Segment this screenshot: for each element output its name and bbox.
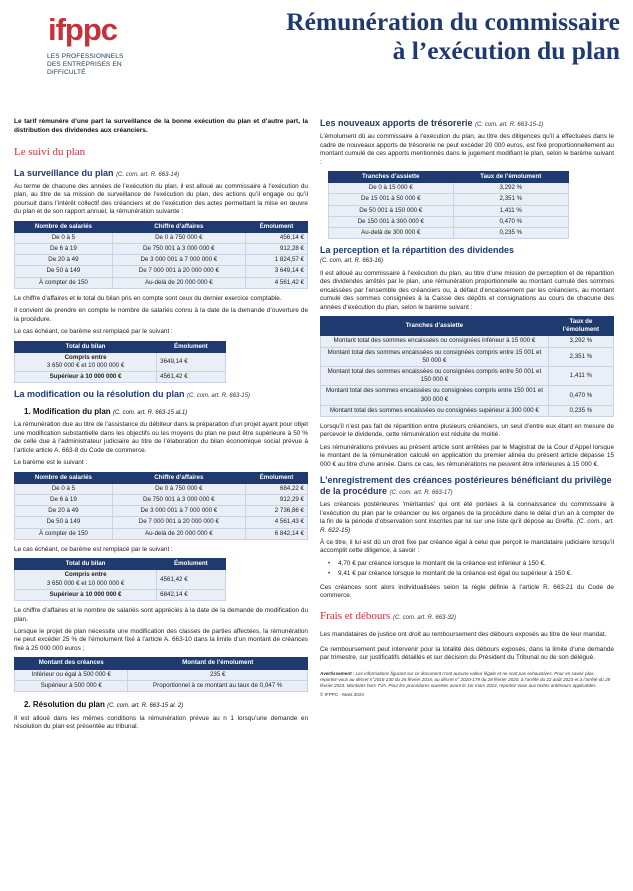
table-header: Nombre de salariés [15,472,113,483]
table-cell: De 15 001 à 50 000 € [329,194,454,205]
tresorerie-ref: (C. com. art. R. 663-15-1) [475,122,544,128]
table-row [15,266,308,277]
table-header-row [15,472,308,483]
table-header: Taux de l’émolument [453,172,569,183]
table-row [329,205,569,216]
right-column [320,118,614,698]
surveillance-p4: Le cas échéant, ce barème est remplacé par le suivant : [14,328,173,336]
table-row [321,367,614,386]
table-cell-sub: 3 650 000 € et 10 000 000 € [46,361,125,369]
table-header: Montant de l’émolument [128,658,308,669]
table-row [15,589,226,600]
table-header-row [321,317,614,336]
tresorerie-title: Les nouveaux apports de trésorerie [320,118,473,128]
table-header: Émolument [157,559,226,570]
table-cell: Montant total des sommes encaissées ou consignées supérieur à 300 000 € [321,405,549,416]
bilan-table-surveillance [14,341,226,384]
table-row [15,570,226,589]
enregistrement-p1 [320,501,614,535]
table-cell-strong: Compris entre [64,353,107,361]
table-cell [15,570,157,589]
table-cell: 6 842,14 € [245,528,307,539]
table-cell: À compter de 150 [15,528,113,539]
enregistrement-p3: Ces créances sont alors individualisées selon la règle définie à l’article R. 663-21 du Code de commerce. [320,583,614,600]
table-cell: 4561,42 € [157,570,226,589]
table-header: Total du bilan [15,341,157,352]
table-cell [15,372,157,383]
table-cell: 3 649,14 € [245,266,307,277]
m1-p4: Le chiffre d’affaires et le nombre de salariés sont appréciés à la date de la demande de modification du plan. [14,607,308,623]
table-cell [15,352,157,371]
table-cell: De 6 à 19 [15,495,113,506]
m1-p5: Lorsque le projet de plan nécessite une modification des classes de parties affectées, la rémunération ne peut excéder 25 % de l’émolument fixé à l’article A. 663-10 dans la limite d’un montant de créances fixé à 25 000 000 euros ; [14,627,308,652]
table-row [329,227,569,238]
table-row [321,347,614,366]
table-cell-sub: 3 650 000 € et 10 000 000 € [46,579,125,587]
m2-heading [24,700,308,711]
ifppc-logo [47,14,157,77]
table-row [15,680,308,691]
list-item: • 9,41 € par créance lorsque le montant de la créance est égal ou supérieur à 150 €. [328,570,614,578]
table-row [15,352,226,371]
disclaimer [320,671,614,690]
table-row [15,232,308,243]
table-header: Émolument [245,221,307,232]
m2-p1: Il est alloué dans les mêmes conditions la rémunération prévue au n 1 lorsqu’une demande en résolution du plan est présentée au tribunal. [14,714,308,731]
table-header-row [15,221,308,232]
table-cell: 456,14 € [245,232,307,243]
logo-subtitle-line2: DES ENTREPRISES EN DIFFICULTÉ [47,60,122,76]
disclaimer-text: : Les informations figurant sur ce document n’ont aucune valeur légale et ne sont pas exhaustives. Pour en savoir plus, reportez-vous au décret n°2016-230 du 26 février 2016, au décret n° 2020-179 du 28 février 2020, à l’arrêté du 22 août 2023 et à l’arrêté du 28 février 2024. Montants hors TVA. Pour les procédures ouvertes avant le 1er mars 2024, reportez-vous aux textes antérieurs applicables. [320,670,611,688]
creances-table [14,657,308,692]
enregistrement-p1-ref: (C. com., art. R. 622-15) [320,518,614,534]
table-cell: De 0 à 750 000 € [112,232,245,243]
surveillance-p2: Le chiffre d’affaires et le total du bilan pris en compte sont ceux du dernier exercice comptable. [14,294,282,302]
frais-p2: Ce remboursement peut intervenir pour la totalité des débours exposés, dans la limite d’une demande par trimestre, sur justificatifs détaillés et sur décision du Président du Tribunal ou de son délégué. [320,645,614,662]
logo-subtitle-line1: LES PROFESSIONNELS [47,53,124,60]
table-row [15,669,308,680]
table-row [329,216,569,227]
table-header: Émolument [245,472,307,483]
table-cell: Au-delà de 20 000 000 € [112,277,245,288]
table-row [15,517,308,528]
table-cell: Au-delà de 20 000 000 € [112,528,245,539]
page-title-line2: à l’exécution du plan [392,35,620,65]
modification-ref: (C. com. art. R. 663-15) [187,393,251,400]
table-cell: 912,28 € [245,244,307,255]
table-header: Tranches d’assiette [329,172,454,183]
page-title [210,8,620,66]
table-cell: 1,411 % [453,205,569,216]
table-row [15,528,308,539]
table-cell: De 50 à 149 [15,266,113,277]
table-cell: Proportionnel à ce montant au taux de 0,047 % [128,680,308,691]
table-cell: 2 736,86 € [245,506,307,517]
table-cell: Inférieur ou égal à 500 000 € [15,669,128,680]
table-cell-strong: Supérieur à 10 000 000 € [49,373,122,381]
logo-subtitle [47,53,157,77]
table-cell: De 3 000 001 à 7 000 000 € [112,255,245,266]
enregistrement-p2: À ce titre, il lui est dû un droit fixe par créance égal à celui que perçoit le mandataire judiciaire lorsqu’il accomplit cette diligence, à savoir : [320,539,614,555]
table-header: Total du bilan [15,559,157,570]
table-cell: De 50 à 149 [15,517,113,528]
table-header-row [329,172,569,183]
perception-ref: (C. com. art. R. 663-16) [320,257,384,264]
list-item: • 4,70 € par créance lorsque le montant de la créance est inférieur à 150 €. [328,560,614,568]
frais-ref: (C. com. art. R. 663-32) [393,614,457,621]
table-cell: Supérieur à 500 000 € [15,680,128,691]
table-row [15,277,308,288]
table-cell: 3649,14 € [157,352,226,371]
table-cell [15,589,157,600]
bilan-table-modification [14,558,226,601]
table-row [15,495,308,506]
m1-p2: Le barème est le suivant : [14,459,88,467]
table-header: Tranches d’assiette [321,317,549,336]
m1-heading [24,407,308,418]
table-cell: 6842,14 € [157,589,226,600]
modification-table [14,472,308,540]
table-cell: De 0 à 15 000 € [329,183,454,194]
enregistrement-title: L’enregistrement des créances postérieures bénéficiant du privilège de la procédure [320,475,612,497]
table-cell-strong: Supérieur à 10 000 000 € [49,590,122,598]
table-cell: 684,22 € [245,483,307,494]
table-cell: Montant total des sommes encaissées ou consignées compris entre 50 001 et 150 000 € [321,367,549,386]
intro-text: Le tarif rémunère d’une part la surveillance de la bonne exécution du plan et d’autre part, la distribution des dividendes aux créanciers. [14,118,308,134]
table-cell: De 7 000 001 à 20 000 000 € [112,266,245,277]
page-title-line1: Rémunération du commissaire [286,7,620,36]
table-cell: 0,235 % [453,227,569,238]
m1-p1: La rémunération due au titre de l’assistance du débiteur dans la préparation d’un projet ayant pour objet une modification substantielle dans les objectifs ou les moyens du plan ne peut être supérieure à 50 % de celle due à l’administrateur judiciaire au titre de l’élaboration du bilan économique social prévue à l’article article A. 663-8 du Code de commerce. [14,421,308,454]
table-cell: 3,292 % [453,183,569,194]
table-row [321,386,614,405]
table-cell: De 50 001 à 150 000 € [329,205,454,216]
table-row [15,372,226,383]
tresorerie-heading [320,118,614,129]
table-cell: Montant total des sommes encaissées ou consignées compris entre 150 001 et 300 000 € [321,386,549,405]
table-header-row [15,559,226,570]
frais-p1: Les mandataires de justice ont droit au remboursement des débours exposés au titre de leur mandat. [320,631,607,639]
table-header: Nombre de salariés [15,221,113,232]
perception-table [320,316,614,417]
table-cell: 4 561,42 € [245,277,307,288]
perception-p3: Les rémunérations prévues au présent article sont arrêtées par le Magistrat de la Cour d’Appel lorsque le montant de la rémunération calculé en application du premier alinéa du présent article dépasse 15 000 € au titre d’une année. Dans ce cas, les rémunérations ne peuvent être inférieures à 15 000 €. [320,443,614,468]
table-cell: De 3 000 001 à 7 000 000 € [112,506,245,517]
table-cell: Montant total des sommes encaissées ou consignées inférieur à 15 000 € [321,336,549,347]
table-cell: 4561,42 € [157,372,226,383]
table-cell: 0,235 % [548,405,613,416]
perception-p1: Il est alloué au commissaire à l’exécution du plan, au titre d’une mission de perception et de répartition des dividendes arrêtés par le plan, une rémunération proportionnelle au montant cumulé des sommes encaissées par l’ensemble des créanciers ou, à défaut d’encaissement par les créanciers, au montant cumulé des sommes consignées à la Caisse des dépôts et consignations au cours de chacune des années d’exécution du plan, selon le barème suivant : [320,269,614,311]
table-cell: Montant total des sommes encaissées ou consignées compris entre 15 001 et 50 000 € [321,347,549,366]
table-header-row [15,341,226,352]
table-cell: 235 € [128,669,308,680]
table-row [321,336,614,347]
section-suivi-heading: Le suivi du plan [14,146,86,159]
table-header: Chiffre d’affaires [112,221,245,232]
table-cell: 1,411 % [548,367,613,386]
table-row [15,483,308,494]
table-row [15,244,308,255]
m2-title: 2. Résolution du plan [24,699,105,709]
droit-fixe-list [328,560,614,579]
disclaimer-label: Avertissement [320,670,352,676]
frais-heading [320,609,614,624]
table-cell: 4 561,43 € [245,517,307,528]
table-header: Émolument [157,341,226,352]
table-header: Montant des créances [15,658,128,669]
enregistrement-ref: (C. com. art. R. 663-17) [389,490,453,497]
table-cell: 2,351 % [548,347,613,366]
surveillance-table [14,221,308,289]
table-cell: De 750 001 à 3 000 000 € [112,495,245,506]
table-cell: De 20 à 49 [15,255,113,266]
table-cell: De 0 à 5 [15,232,113,243]
table-row [15,255,308,266]
table-cell: 0,470 % [453,216,569,227]
perception-title: La perception et la répartition des dividendes [320,245,515,256]
table-cell: 0,470 % [548,386,613,405]
logo-mark: ifppc [48,12,118,47]
table-header: Taux de l’émolument [548,317,613,336]
table-cell-strong: Compris entre [64,571,107,579]
table-cell: De 750 001 à 3 000 000 € [112,244,245,255]
tresorerie-table [328,171,569,239]
table-row [15,506,308,517]
surveillance-p3: Il convient de prendre en compte le nombre de salariés connu à la date de la demande d’ouverture de la procédure. [14,307,308,323]
perception-heading [320,245,614,256]
table-row [329,183,569,194]
m1-ref: (C. com. art. R. 663-15 al.1) [112,409,188,416]
perception-p2: Lorsqu’il n’est pas fait de répartition entre plusieurs créanciers, un seul d’entre eux étant en mesure de percevoir le dividende, cette rémunération est réduite de moitié. [320,422,614,439]
enregistrement-p1-text: Les créances postérieures ‘méritantes’ qui ont été portées à la connaissance du commissaire à l’exécution du plan par le créancier ou les organes de la procédure dans le délai d’un an à compter de la fin de la période d’observation sont inscrites par lui sur une liste qu’il dépose au Greffe. [320,501,614,526]
table-header-row [15,658,308,669]
surveillance-heading [14,168,308,179]
table-row [321,405,614,416]
m1-p3: Le cas échéant, ce barème est remplacé par le suivant : [14,545,173,553]
table-cell: 912,29 € [245,495,307,506]
surveillance-ref: (C. com. art. R. 663-14) [116,171,180,178]
table-cell: 1 824,57 € [245,255,307,266]
m2-ref: (C. com. art. R. 663-15 al. 2) [107,702,184,709]
enregistrement-heading [320,475,614,497]
table-cell: De 20 à 49 [15,506,113,517]
surveillance-p1: Au terme de chacune des années de l’exécution du plan, il est alloué au commissaire à l’exécution du plan, au titre de sa mission de surveillance de l’exécution du plan, des actions qu’il engage ou qu’il poursuit dans l’intérêt collectif des créanciers et de l’exécution des actes permettant la mise en œuvre du plan et de son rapport annuel, la rémunération suivante : [14,182,308,216]
table-cell: 3,292 % [548,336,613,347]
left-column [14,118,308,736]
copyright: © IFPPC - Mars 2024 [320,692,364,698]
table-cell: De 0 à 750 000 € [112,483,245,494]
table-cell: De 0 à 5 [15,483,113,494]
table-cell: À compter de 150 [15,277,113,288]
tresorerie-p1: L’émolument dû au commissaire à l’exécution du plan, au titre des diligences qu’il a effectuées dans le cadre de nouveaux apports de trésorerie ne peut excéder 20 000 euros, est fixé proportionnellement au montant cumulé de ces apports mentionnés dans le jugement modifiant le plan, selon le barème suivant : [320,133,614,166]
modification-heading [14,389,308,400]
m1-title: 1. Modification du plan [24,406,111,416]
frais-title: Frais et débours [320,609,391,622]
table-cell: 2,351 % [453,194,569,205]
table-cell: De 7 000 001 à 20 000 000 € [112,517,245,528]
table-row [329,194,569,205]
modification-title: La modification ou la résolution du plan [14,389,185,400]
surveillance-title: La surveillance du plan [14,167,114,178]
table-cell: Au-delà de 300 000 € [329,227,454,238]
table-cell: De 150 001 à 300 000 € [329,216,454,227]
table-cell: De 6 à 19 [15,244,113,255]
table-header: Chiffre d’affaires [112,472,245,483]
